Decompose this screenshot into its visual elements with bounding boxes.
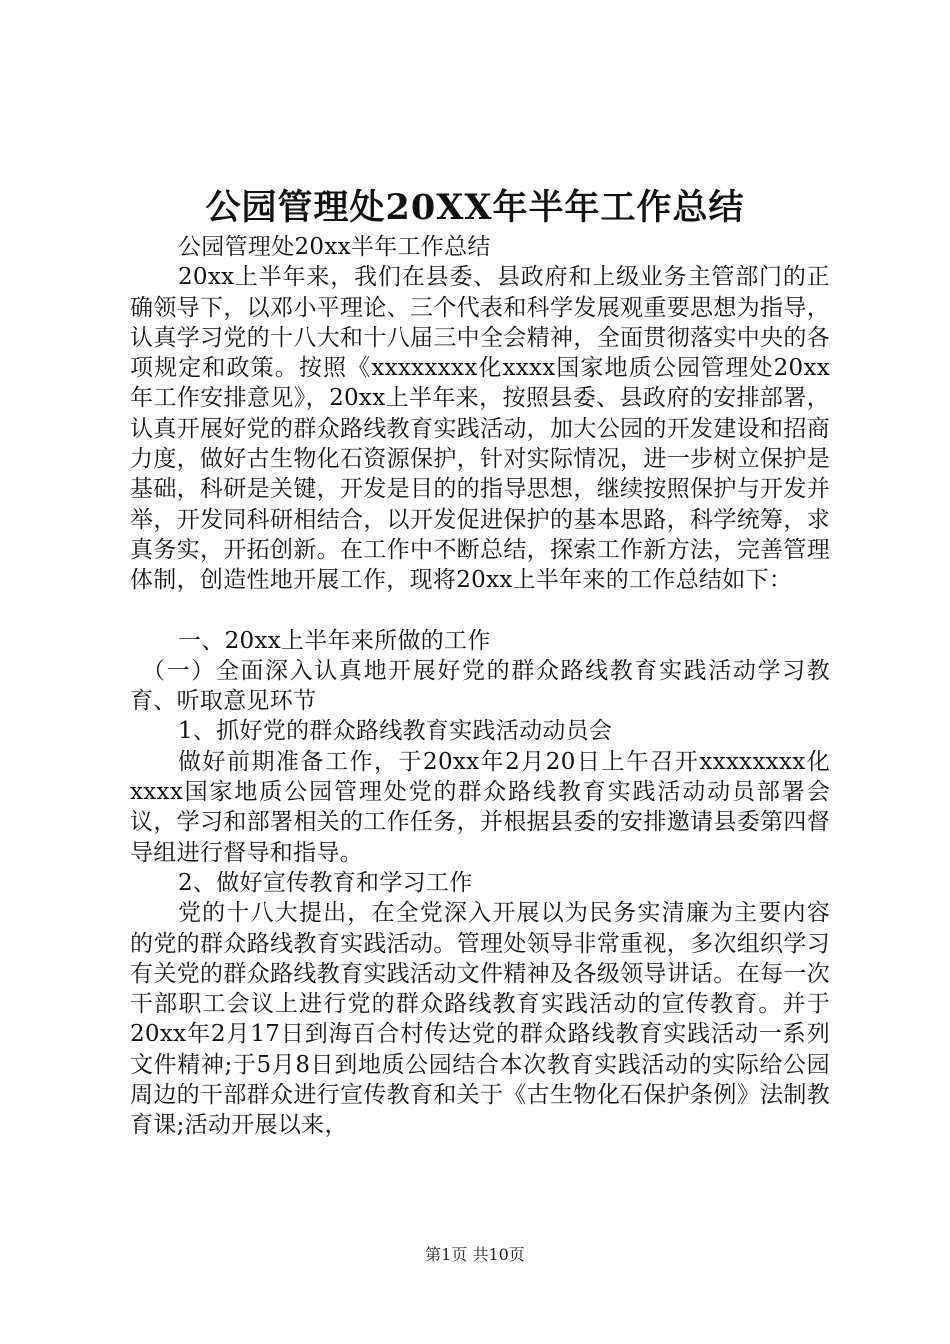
paragraph-gap (130, 596, 830, 626)
section-heading-1: 一、20xx上半年来所做的工作 (178, 627, 491, 654)
subsection-heading-1: （一）全面深入认真地开展好党的群众路线教育实践活动学习教育、听取意见环节 (130, 657, 830, 715)
item-heading-2: 2、做好宣传教育和学习工作 (178, 869, 473, 896)
paragraph-intro: 20xx上半年来，我们在县委、县政府和上级业务主管部门的正确领导下，以邓小平理论、三个代表和科学发展观重要思想为指导，认真学习党的十八大和十八届三中全会精神，全面贯彻落实中央的各项规定和政策。按照《xxxxxxxx化xxxx国家地质公园管理处20xx年工作安排意见》，20xx上半年来，按照县委、县政府的安排部署，认真开展好党的群众路线教育实践活动，加大公园的开发建设和招商力度，做好古生物化石资源保护，针对实际情况，进一步树立保护是基础，科研是关键，开发是目的的指导思想，继续按照保护与开发并举，开发同科研相结合，以开发促进保护的基本思路，科学统筹，求真务实，开拓创新。在工作中不断总结，探索工作新方法，完善管理体制，创造性地开展工作，现将20xx上半年来的工作总结如下： (130, 264, 830, 594)
page-footer: 第1页 共10页 (425, 1245, 525, 1264)
item-heading-1: 1、抓好党的群众路线教育实践活动动员会 (178, 718, 613, 745)
paragraph-item-2: 党的十八大提出，在全党深入开展以为民务实清廉为主要内容的党的群众路线教育实践活动。管理处领导非常重视，多次组织学习有关党的群众路线教育实践活动文件精神及各级领导讲话。在每一次干部职工会议上进行党的群众路线教育实践活动的宣传教育。并于20xx年2月17日到海百合村传达党的群众路线教育实践活动一系列文件精神;于5月8日到地质公园结合本次教育实践活动的实际给公园周边的干部群众进行宣传教育和关于《古生物化石保护条例》法制教育课;活动开展以来， (130, 900, 830, 1139)
page-title: 公园管理处20XX年半年工作总结 (205, 187, 745, 228)
paragraph-item-1: 做好前期准备工作，于20xx年2月20日上午召开xxxxxxxx化xxxx国家地质公园管理处党的群众路线教育实践活动动员部署会议，学习和部署相关的工作任务，并根据县委的安排邀请县委第四督导组进行督导和指导。 (130, 748, 830, 866)
document-body (130, 232, 830, 1141)
document-subtitle: 公园管理处20xx半年工作总结 (178, 234, 491, 260)
